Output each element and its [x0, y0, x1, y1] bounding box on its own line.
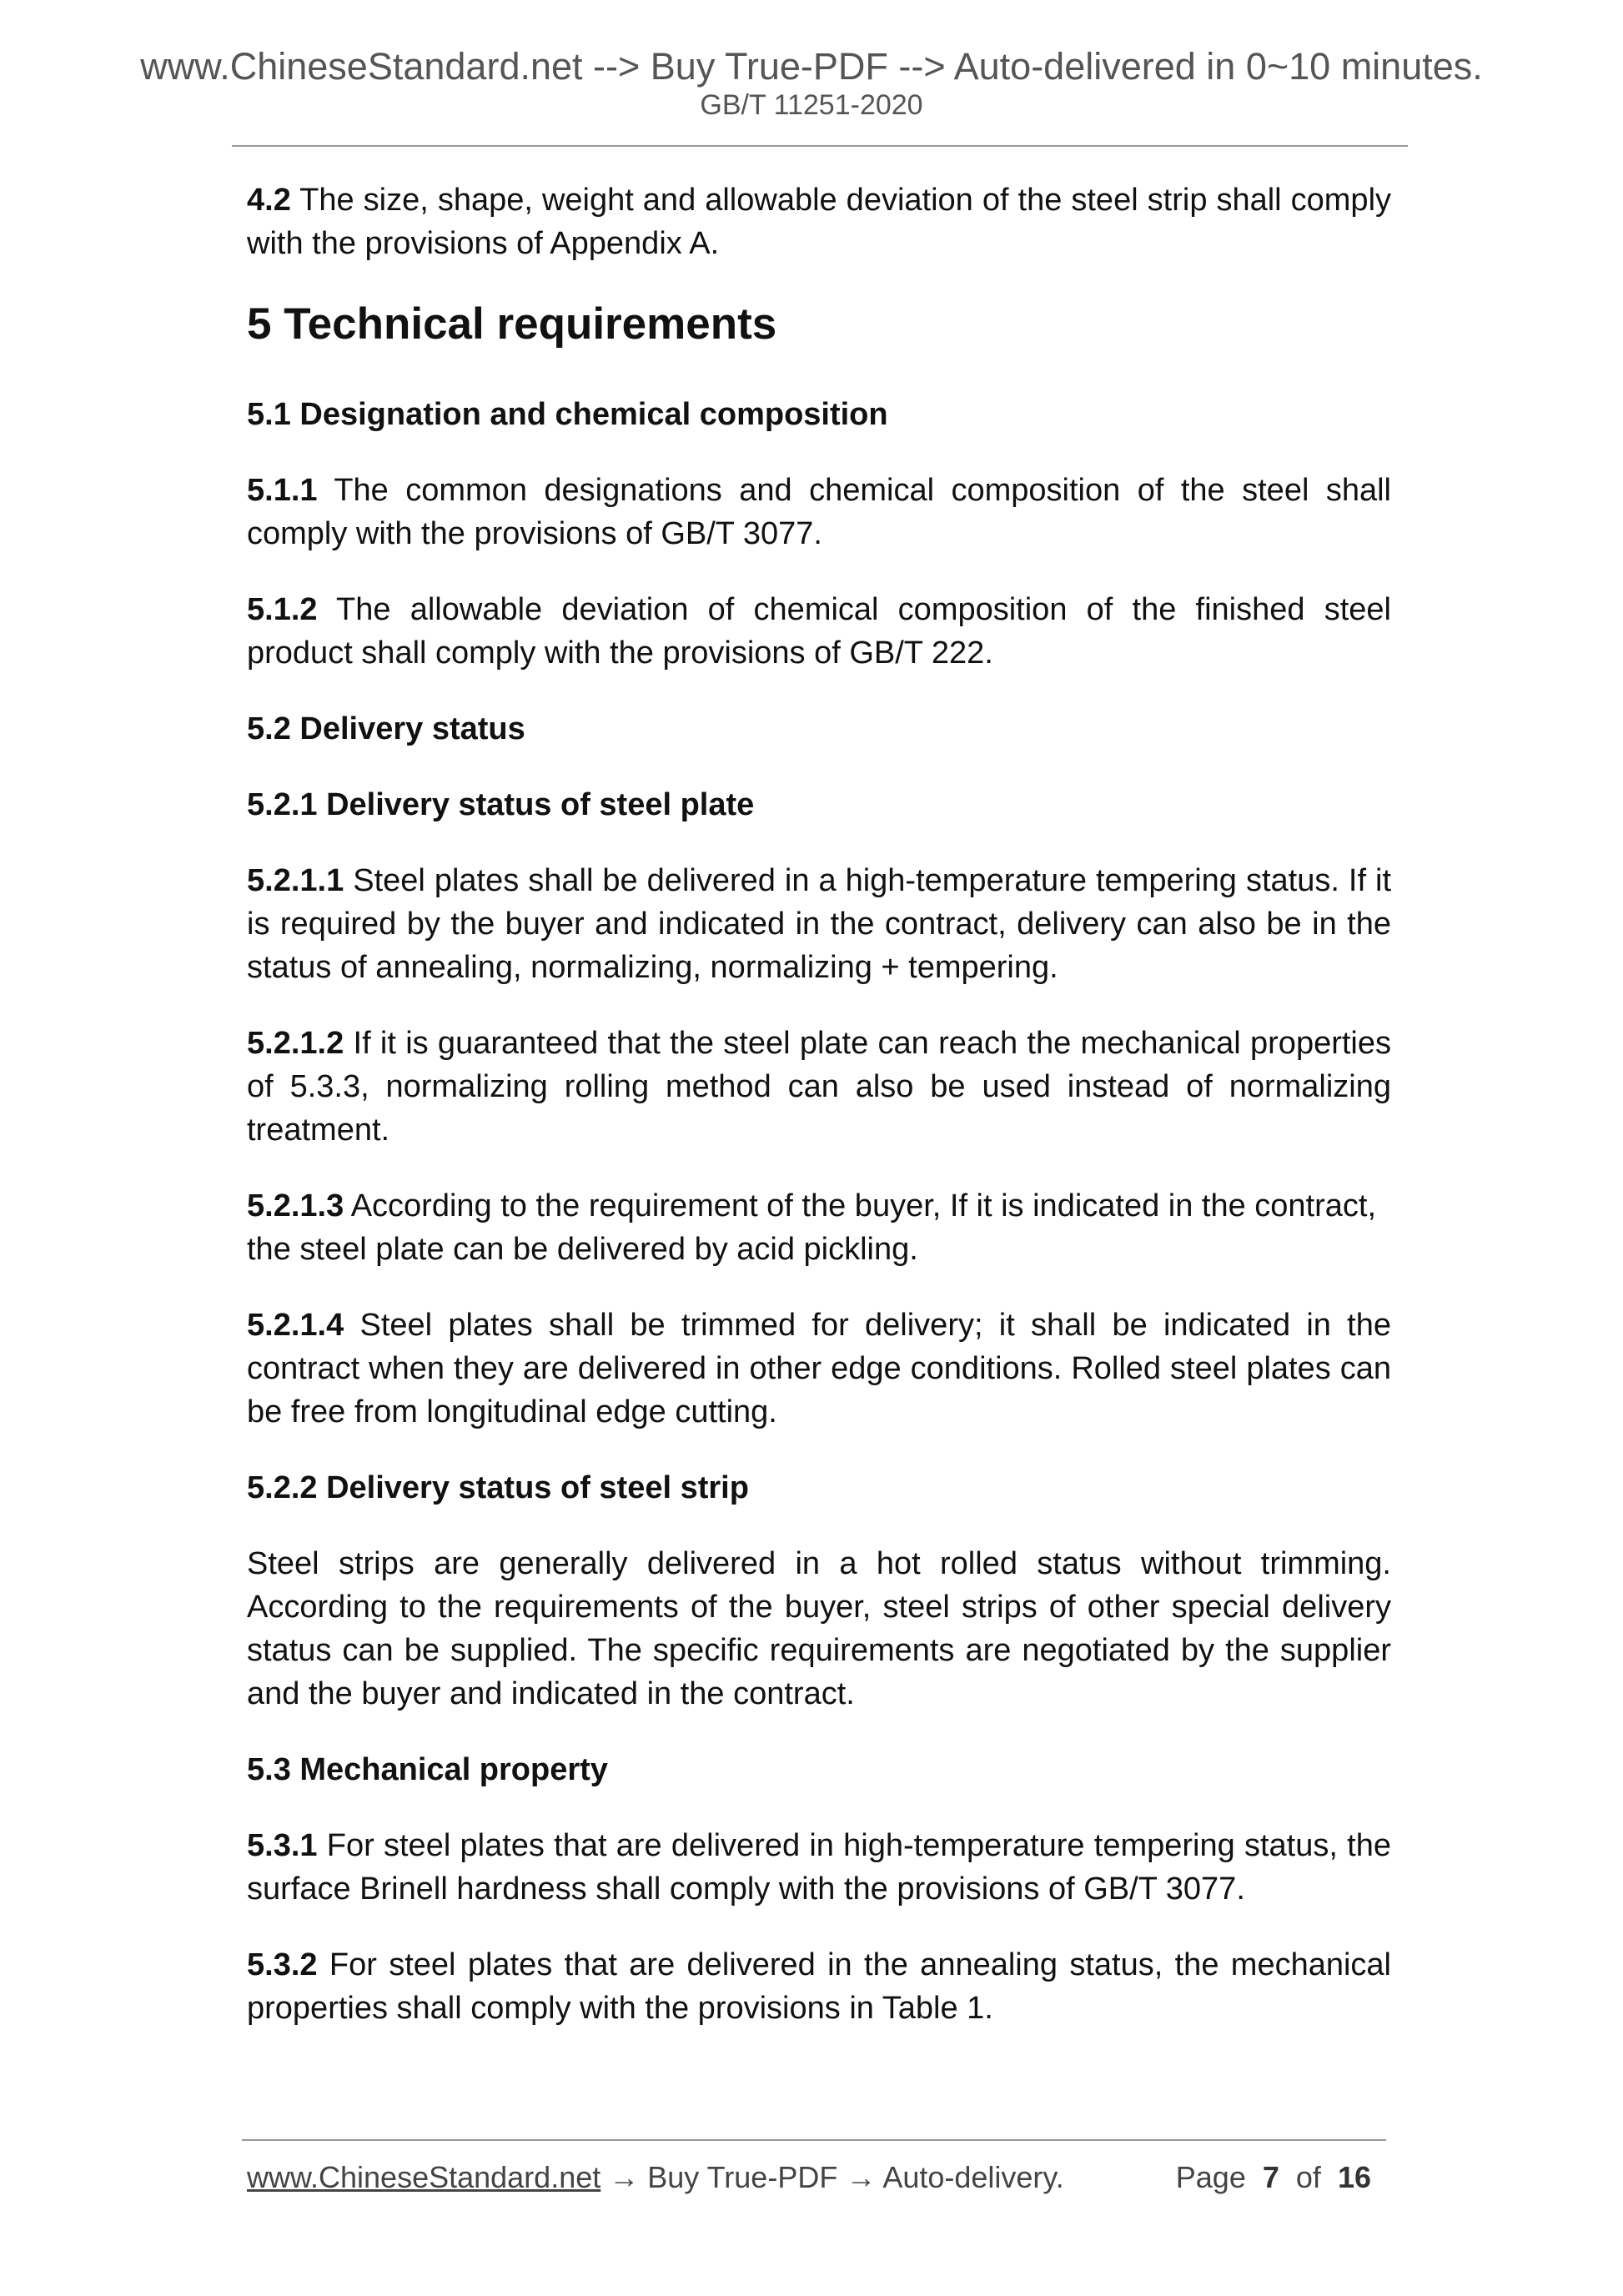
clause-5-2-1-4	[247, 1304, 1391, 1434]
subsection-heading-5-2-2: 5.2.2 Delivery status of steel strip	[247, 1470, 749, 1505]
subsection-heading-5-2: 5.2 Delivery status	[247, 711, 525, 746]
footer-text: → Buy True-PDF → Auto-delivery.	[600, 2160, 1064, 2194]
clause-5-2-2-text: Steel strips are generally delivered in a hot rolled status without trimming. According to the requirements of the buyer, steel strips of other special delivery status can be supplied. The specific requirements are negotiated by the supplier and the buyer and indicated in the contract.	[247, 1546, 1391, 1711]
clause-number: 5.3.2	[247, 1947, 318, 1982]
clause-number: 5.2.1.4	[247, 1308, 344, 1343]
clause-number: 5.1.1	[247, 473, 318, 508]
standard-number: GB/T 11251-2020	[700, 89, 923, 121]
footer-divider	[242, 2139, 1386, 2141]
clause-text: Steel plates shall be trimmed for delivery; it shall be indicated in the contract when they are delivered in other edge conditions. Rolled steel plates can be free from longitudinal edge cutting.	[247, 1308, 1391, 1429]
header-banner: www.ChineseStandard.net --> Buy True-PDF --> Auto-delivered in 0~10 minutes.	[140, 45, 1483, 88]
clause-text: For steel plates that are delivered in high-temperature tempering status, the surface Brinell hardness shall comply with the provisions of GB/T 3077.	[247, 1828, 1391, 1907]
clause-5-2-1-1	[247, 859, 1391, 989]
clause-5-3-1	[247, 1824, 1391, 1911]
footer-website-link[interactable]: www.ChineseStandard.net	[247, 2160, 601, 2194]
page-of: of	[1295, 2160, 1321, 2194]
clause-number: 5.3.1	[247, 1828, 318, 1863]
clause-number: 5.2.1.3	[247, 1188, 344, 1223]
clause-5-1-1	[247, 469, 1391, 555]
page-footer	[247, 2158, 1381, 2197]
clause-number: 5.2.1.2	[247, 1026, 344, 1061]
clause-text: The allowable deviation of chemical composition of the finished steel product shall comply with the provisions of GB/T 222.	[247, 592, 1391, 671]
page-indicator	[1176, 2158, 1371, 2197]
page-label: Page	[1175, 2160, 1246, 2194]
page-current: 7	[1262, 2160, 1279, 2194]
subsection-heading-5-2-1: 5.2.1 Delivery status of steel plate	[247, 787, 755, 822]
clause-5-2-1-3	[247, 1184, 1391, 1271]
clause-5-2-1-2	[247, 1022, 1391, 1152]
subsection-heading-5-1: 5.1 Designation and chemical composition	[247, 397, 888, 432]
clause-text: The size, shape, weight and allowable deviation of the steel strip shall comply with the provisions of Appendix A.	[247, 183, 1392, 261]
clause-text: According to the requirement of the buyer, If it is indicated in the contract, the steel plate can be delivered by acid pickling.	[247, 1188, 1377, 1267]
subsection-heading-5-3: 5.3 Mechanical property	[247, 1752, 608, 1787]
clause-number: 5.2.1.1	[247, 863, 344, 898]
clause-4-2	[247, 178, 1391, 265]
clause-text: For steel plates that are delivered in the annealing status, the mechanical properties shall comply with the provisions in Table 1.	[247, 1947, 1391, 2026]
clause-number: 5.1.2	[247, 592, 318, 627]
clause-5-1-2	[247, 588, 1391, 675]
clause-text: If it is guaranteed that the steel plate can reach the mechanical properties of 5.3.3, normalizing rolling method can also be used instead of normalizing treatment.	[247, 1026, 1391, 1148]
section-heading-5: 5 Technical requirements	[247, 299, 777, 349]
clause-text: Steel plates shall be delivered in a high-temperature tempering status. If it is required by the buyer and indicated in the contract, delivery can also be in the status of annealing, normalizing, normalizing + tempering.	[247, 863, 1392, 985]
header-divider	[232, 145, 1408, 147]
clause-number: 4.2	[247, 183, 291, 218]
page-total: 16	[1337, 2160, 1371, 2194]
clause-text: The common designations and chemical composition of the steel shall comply with the provisions of GB/T 3077.	[247, 473, 1392, 551]
document-body	[247, 178, 1391, 2062]
clause-5-3-2	[247, 1943, 1391, 2030]
